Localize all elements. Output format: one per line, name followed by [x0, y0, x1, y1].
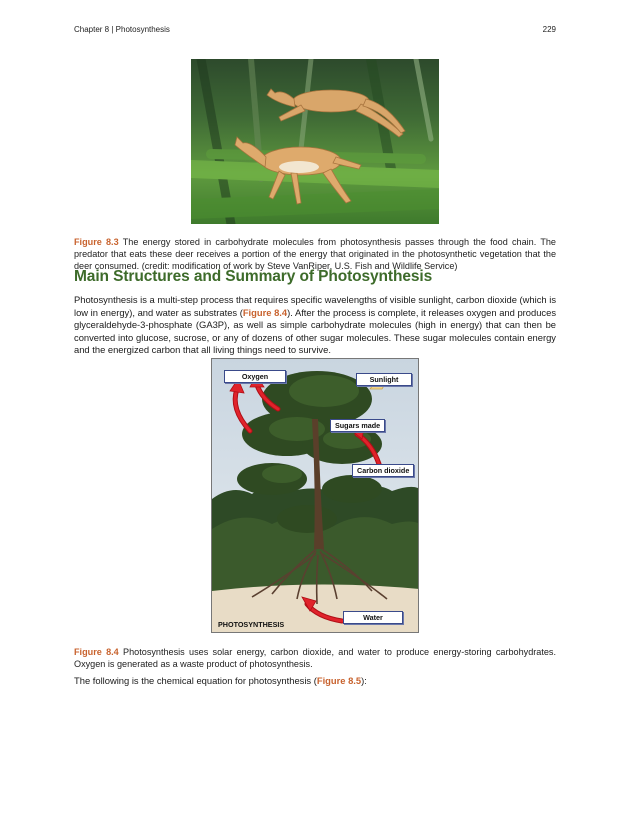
paragraph-summary — [74, 294, 556, 357]
deer-illustration — [191, 59, 439, 224]
photosynthesis-figure — [211, 358, 419, 633]
figure-8-3-caption-text: The energy stored in carbohydrate molecules from photosynthesis passes through the food chain. The predator that eats these deer receives a portion of the energy that originated in the photosynthetic vegetation that the deer consumed. (credit: modification of work by Steve VanRiper, U.S. Fish and Wildlife Service) — [74, 237, 556, 272]
figure-8-3-label: Figure 8.3 — [74, 237, 119, 248]
oxygen-label: Oxygen — [224, 370, 286, 383]
tree-illustration — [212, 359, 419, 633]
figure-8-4-link[interactable]: Figure 8.4 — [242, 306, 288, 318]
water-label: Water — [343, 611, 403, 624]
paragraph-2-text-a: The following is the chemical equation for photosynthesis ( — [74, 675, 317, 686]
figure-8-3-caption — [74, 236, 556, 272]
paragraph-equation-intro — [74, 675, 556, 688]
figure-8-4-label: Figure 8.4 — [74, 647, 119, 658]
paragraph-1-text-b: ). After the process is complete, it releases oxygen and produces glyceraldehyde-3-phosphate (GA3P), as well as simple carbohydrate molecules (high in energy) that can then be converted into glucose, sucrose, or any of dozens of other sugar molecules. These sugar molecules contain energy and the energized carbon that all living things need to survive. — [74, 306, 557, 356]
chapter-title: Chapter 8 | Photosynthesis — [74, 25, 170, 34]
sunlight-label: Sunlight — [356, 373, 412, 386]
figure-8-4-caption-text: Photosynthesis uses solar energy, carbon dioxide, and water to produce energy-storing carbohydrates. Oxygen is generated as a waste product of photosynthesis. — [74, 647, 556, 670]
photosynthesis-title-label: PHOTOSYNTHESIS — [218, 620, 285, 629]
carbon-dioxide-label: Carbon dioxide — [352, 464, 414, 477]
section-title: Main Structures and Summary of Photosynthesis — [74, 268, 433, 285]
deer-photo — [191, 59, 439, 224]
figure-8-5-link[interactable]: Figure 8.5 — [316, 675, 362, 686]
paragraph-2-text-b: ): — [361, 675, 367, 686]
running-head — [74, 25, 556, 37]
sugars-made-label: Sugars made — [330, 419, 385, 432]
page-number: 229 — [542, 25, 556, 34]
paragraph-1-text-a: Photosynthesis is a multi-step process that requires specific wavelengths of visible sunlight, carbon dioxide (which is low in energy), and water as substrates ( — [74, 294, 557, 318]
figure-8-4-caption — [74, 646, 556, 670]
